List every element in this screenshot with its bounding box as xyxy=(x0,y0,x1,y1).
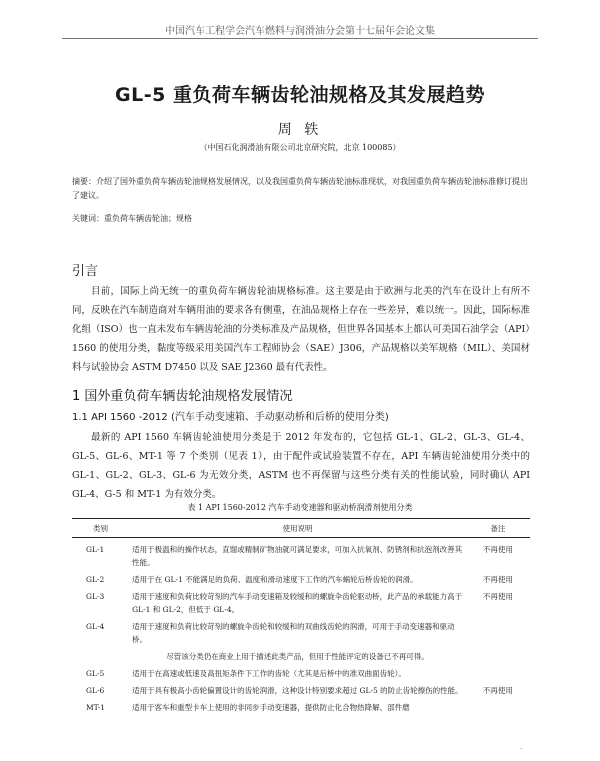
section-intro-paragraph: 目前，国际上尚无统一的重负荷车辆齿轮油规格标准。这主要是由于欧洲与北美的汽车在设计上有所不同，反映在汽车制造商对车辆用油的要求各有侧重，在油品规格上存在一些差异，难以统一。因此，国际标准化组（ISO）也一直未发布车辆齿轮油的分类标准及产品规格，但世界各国基本上都认可美国石油学会（API）1560 的使用分类，黏度等级采用美国汽车工程师协会（SAE）J306，产品规格以美军规格（MIL）、美国材料与试验协会 ASTM D7450 以及 SAE J2360 最有代表性。 xyxy=(72,286,530,373)
table-row xyxy=(72,571,530,588)
table-cell-category: GL-5 xyxy=(86,669,105,678)
running-header: 中国汽车工程学会汽车燃料与润滑油分会第十七届年会论文集 xyxy=(165,26,435,37)
table-cell-category: GL-3 xyxy=(86,592,105,601)
section1-heading: 1 国外重负荷车辆齿轮油规格发展情况 xyxy=(72,389,293,404)
table-cell-note xyxy=(466,665,530,682)
table-header-cell: 备注 xyxy=(466,519,530,538)
table-cell-category: GL-6 xyxy=(86,686,105,695)
table-header-cell: 类别 xyxy=(72,519,129,538)
section-intro-heading: 引言 xyxy=(72,264,99,279)
table-cell-category: GL-1 xyxy=(86,545,105,554)
section1-1-heading: 1.1 API 1560 -2012 (汽车手动变速箱、手动驱动桥和后桥的使用分类) xyxy=(72,412,389,423)
table-row xyxy=(72,588,530,618)
table-cell-note: 不再使用 xyxy=(482,545,513,554)
table-cell-category: GL-2 xyxy=(86,575,105,584)
abstract: 摘要：介绍了国外重负荷车辆齿轮油规格发展情况，以及我国重负荷车辆齿轮油标准现状，对我国重负荷车辆齿轮油标准修订提出了建议。 xyxy=(72,177,528,200)
table-row xyxy=(72,618,530,648)
header-rule xyxy=(62,38,538,39)
section1-1-paragraph: 最新的 API 1560 车辆齿轮油使用分类是于 2012 年发布的，它包括 GL-1、GL-2、GL-3、GL-4、GL-5、GL-6、MT-1 等 7 个类别（见表 1），由于配件或试验装置不存在，API 车辆齿轮油使用分类中的 GL-1、GL-2、GL-3、GL-6 为无效分类，ASTM 也不再保留与这些分类有关的性能试验，同时确认 API GL-4、G-5 和 MT-1 为有效分类。 xyxy=(72,432,530,500)
table-cell-note: 不再使用 xyxy=(482,575,513,584)
table-cell-usage: 适用于极温和的操作状态，直馏或精制矿物油就可满足要求，可加入抗氧剂、防锈剂和抗泡剂改善其性能。 xyxy=(132,545,463,567)
table-cell-usage: 适用于具有极高小齿轮偏置设计的齿轮润滑，这种设计特别要求超过 GL-5 的防止齿轮擦伤的性能。 xyxy=(132,686,463,695)
table-cell-usage: 适用于客车和重型卡车上使用的非同步手动变速器，提供防止化合物热降解、部件磨 xyxy=(132,703,410,712)
table-cell-category: GL-4 xyxy=(86,622,105,631)
table-row xyxy=(72,665,530,682)
table-cell-note xyxy=(466,618,530,648)
table-cell-note: 不再使用 xyxy=(482,592,513,601)
table-row xyxy=(72,648,530,665)
table1-caption: 表 1 API 1560-2012 汽车手动变速器和驱动桥润滑剂使用分类 xyxy=(187,503,413,512)
keywords: 关键词：重负荷车辆齿轮油；规格 xyxy=(72,214,192,223)
table-header-row xyxy=(72,519,530,538)
table-cell-category xyxy=(72,648,129,665)
table-cell-note: 不再使用 xyxy=(482,686,513,695)
paper-title: GL-5 重负荷车辆齿轮油规格及其发展趋势 xyxy=(115,84,485,106)
table-cell-usage: 适用于在高速或低速及高扭矩条件下工作的齿轮（尤其是后桥中的准双曲面齿轮）。 xyxy=(132,669,406,678)
table-row xyxy=(72,538,530,572)
table-row xyxy=(72,699,530,716)
table-cell-usage: 适用于速度和负荷比较苛刻的螺旋伞齿轮和较缓和的双曲线齿轮的润滑，可用于手动变速器和驱动桥。 xyxy=(132,622,455,644)
table-header-cell: 使用说明 xyxy=(129,519,466,538)
table-cell-usage: 尽管该分类仍在商业上用于描述此类产品，但用于性能评定的设备已不再可得。 xyxy=(166,652,429,661)
table1 xyxy=(72,518,530,716)
table-cell-usage: 适用于在 GL-1 不能满足的负荷、温度和滑动速度下工作的汽车蜗轮后桥齿轮的润滑。 xyxy=(132,575,418,584)
table-cell-note xyxy=(466,699,530,716)
table-cell-usage: 适用于速度和负荷比较苛刻的汽车手动变速箱及较缓和的螺旋伞齿轮驱动桥，此产品的承载能力高于 GL-1 和 GL-2，但低于 GL-4。 xyxy=(132,592,463,614)
table-cell-category: MT-1 xyxy=(86,703,106,712)
table-row xyxy=(72,682,530,699)
page-mark: · xyxy=(520,746,522,753)
author: 周 轶 xyxy=(277,122,323,138)
table-cell-note xyxy=(466,648,530,665)
affiliation: （中国石化润滑油有限公司北京研究院，北京 100085） xyxy=(199,143,401,152)
